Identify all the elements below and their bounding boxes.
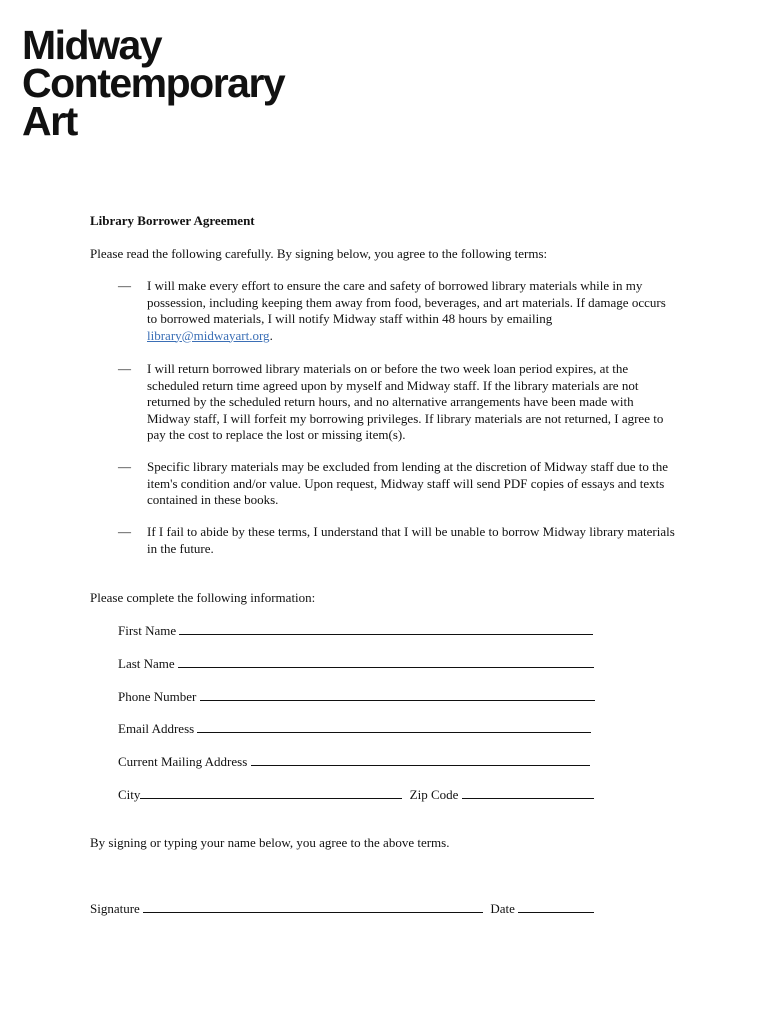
phone-row xyxy=(118,689,595,705)
dash-bullet: — xyxy=(118,524,131,539)
midway-logo xyxy=(22,22,285,144)
logo-line-3: Art xyxy=(22,98,77,144)
mailing-address-row xyxy=(118,754,590,770)
last-name-row xyxy=(118,656,594,672)
term-item-1 xyxy=(118,278,678,344)
date-label: Date xyxy=(490,901,515,916)
term-item-3 xyxy=(118,459,678,509)
signature-row xyxy=(90,901,594,917)
dash-bullet: — xyxy=(118,361,131,376)
logo-line-2: Contemporary xyxy=(22,60,285,106)
mailing-address-field[interactable] xyxy=(251,754,590,766)
city-field[interactable] xyxy=(140,787,402,799)
signature-label: Signature xyxy=(90,901,140,916)
term-text-end: . xyxy=(269,327,273,343)
zip-field[interactable] xyxy=(462,787,594,799)
city-zip-row xyxy=(118,787,594,803)
intro-text: Please read the following carefully. By signing below, you agree to the following terms: xyxy=(90,246,548,261)
first-name-row xyxy=(118,623,593,639)
city-label: City xyxy=(118,787,141,802)
term-text: Specific library materials may be excluded from lending at the discretion of Midway staff due to the item's condition and/or value. Upon request, Midway staff will send PDF copies of essays and texts contained in these books. xyxy=(147,459,669,507)
agree-text: By signing or typing your name below, you agree to the above terms. xyxy=(90,835,450,850)
logo-line-1: Midway xyxy=(22,22,162,68)
dash-bullet: — xyxy=(118,278,131,293)
signature-field[interactable] xyxy=(143,901,483,913)
last-name-field[interactable] xyxy=(178,656,594,668)
mailing-address-label: Current Mailing Address xyxy=(118,754,248,769)
term-text: I will make every effort to ensure the care and safety of borrowed library materials while in my possession, including keeping them away from food, beverages, and art materials. If damage occurs to borrowed materials, I will notify Midway staff within 48 hours by emailing xyxy=(147,278,666,326)
first-name-label: First Name xyxy=(118,623,177,638)
zip-label: Zip Code xyxy=(409,787,459,802)
term-item-4 xyxy=(118,524,678,557)
term-text: If I fail to abide by these terms, I understand that I will be unable to borrow Midway library materials in the future. xyxy=(147,524,675,556)
email-row xyxy=(118,721,591,737)
last-name-label: Last Name xyxy=(118,656,175,671)
phone-field[interactable] xyxy=(200,689,595,701)
email-link[interactable]: library@midwayart.org xyxy=(147,327,270,343)
phone-label: Phone Number xyxy=(118,689,197,704)
complete-prompt: Please complete the following information: xyxy=(90,590,316,605)
date-field[interactable] xyxy=(518,901,594,913)
document-title: Library Borrower Agreement xyxy=(90,213,255,228)
email-field[interactable] xyxy=(197,721,591,733)
email-label: Email Address xyxy=(118,721,195,736)
term-text: I will return borrowed library materials on or before the two week loan period expires, at the scheduled return time agreed upon by myself and Midway staff. If the library materials are not returned by the scheduled return hours, and no alternative arrangements have been made with Midway staff, I will forfeit my borrowing privileges. If library materials are not returned, I agree to pay the cost to replace the lost or missing item(s). xyxy=(147,361,664,442)
dash-bullet: — xyxy=(118,459,131,474)
term-item-2 xyxy=(118,361,678,444)
first-name-field[interactable] xyxy=(179,623,593,635)
